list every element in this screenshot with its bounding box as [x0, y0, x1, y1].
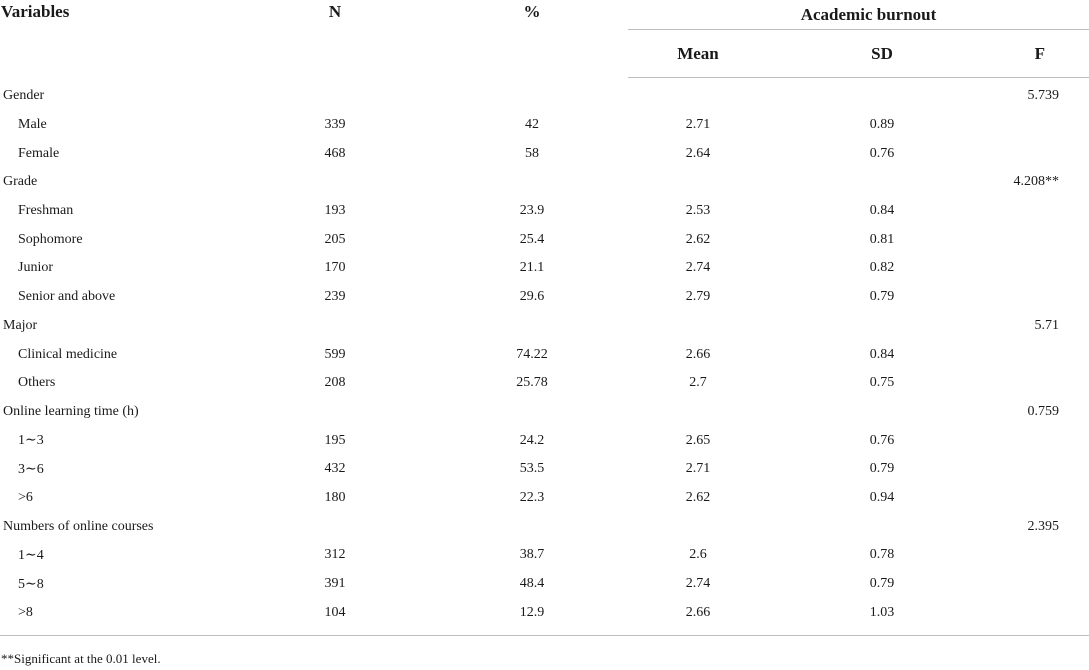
- n-cell: 104: [228, 598, 390, 635]
- header-percent: %: [523, 2, 541, 21]
- percent-cell: 38.7: [519, 547, 545, 563]
- f-cell: [970, 455, 1089, 484]
- table-row: [0, 369, 1089, 398]
- f-cell: [970, 139, 1089, 168]
- variable-cell: Senior and above: [18, 289, 116, 305]
- mean-cell: 2.62: [685, 231, 711, 247]
- sd-cell: 0.89: [869, 117, 895, 133]
- table-row: [0, 225, 1089, 254]
- percent-cell: 53.5: [519, 461, 545, 477]
- percent-cell: [390, 168, 628, 197]
- table-row: [0, 570, 1089, 599]
- variable-cell: 5∼8: [18, 576, 44, 592]
- f-cell: 2.395: [1027, 518, 1059, 534]
- variable-cell: Sophomore: [18, 231, 83, 247]
- percent-cell: 22.3: [519, 489, 545, 505]
- mean-cell: 2.7: [689, 375, 707, 391]
- table-row-group: [0, 312, 1089, 341]
- mean-cell: [628, 168, 748, 197]
- n-cell: 208: [324, 375, 346, 391]
- sd-cell: 0.79: [869, 461, 895, 477]
- percent-cell: 42: [525, 117, 539, 133]
- percent-cell: 58: [525, 145, 539, 161]
- table-row: [0, 340, 1089, 369]
- table-row: [0, 484, 1089, 513]
- percent-cell: 74.22: [516, 346, 548, 362]
- n-cell: 193: [324, 203, 346, 219]
- n-cell: 239: [324, 289, 346, 305]
- variable-cell: 3∼6: [18, 461, 44, 477]
- n-cell: 432: [324, 461, 346, 477]
- mean-cell: 2.71: [685, 461, 711, 477]
- f-cell: 4.208**: [1013, 174, 1059, 190]
- table-row: [0, 139, 1089, 168]
- variable-cell: Major: [3, 317, 38, 333]
- variable-cell: Male: [18, 117, 47, 133]
- f-cell: [970, 426, 1089, 455]
- f-cell: [970, 283, 1089, 312]
- table-row-group: [0, 78, 1089, 111]
- percent-cell: [390, 512, 628, 541]
- sd-cell: 0.84: [869, 203, 895, 219]
- f-cell: 0.759: [1027, 403, 1059, 419]
- f-cell: [970, 111, 1089, 140]
- sd-cell: 0.78: [869, 547, 895, 563]
- n-cell: 599: [324, 346, 346, 362]
- n-cell: [228, 78, 390, 111]
- mean-cell: 2.74: [685, 576, 711, 592]
- variable-cell: 1∼4: [18, 547, 44, 563]
- mean-cell: 2.79: [685, 289, 711, 305]
- n-cell: 468: [324, 145, 346, 161]
- mean-cell: 2.62: [685, 489, 711, 505]
- mean-cell: 2.53: [685, 203, 711, 219]
- sd-cell: 0.76: [869, 432, 895, 448]
- variable-cell: Gender: [3, 88, 45, 104]
- n-cell: 312: [324, 547, 346, 563]
- variable-cell: Online learning time (h): [3, 403, 139, 419]
- mean-cell: 2.6: [689, 547, 707, 563]
- table-row: [0, 111, 1089, 140]
- mean-cell: 2.66: [628, 598, 748, 635]
- f-cell: [970, 369, 1089, 398]
- variable-cell: >8: [0, 598, 228, 635]
- f-cell: [970, 484, 1089, 513]
- sd-cell: 0.81: [869, 231, 895, 247]
- f-cell: [970, 254, 1089, 283]
- table-row: [0, 598, 1089, 635]
- sd-cell: [748, 168, 970, 197]
- variable-cell: 1∼3: [18, 433, 44, 449]
- percent-cell: 21.1: [519, 260, 545, 276]
- table-body: [0, 78, 1089, 636]
- percent-cell: 25.4: [519, 231, 545, 247]
- percent-cell: 48.4: [519, 576, 545, 592]
- sd-cell: 0.94: [869, 489, 895, 505]
- table-row: [0, 254, 1089, 283]
- sd-cell: [748, 312, 970, 341]
- mean-cell: [628, 312, 748, 341]
- f-cell: [970, 340, 1089, 369]
- table-row-group: [0, 168, 1089, 197]
- sd-cell: 1.03: [748, 598, 970, 635]
- f-cell: [970, 598, 1089, 635]
- f-cell: [970, 225, 1089, 254]
- mean-cell: [628, 512, 748, 541]
- table-row: [0, 455, 1089, 484]
- n-cell: [228, 512, 390, 541]
- mean-cell: 2.64: [685, 145, 711, 161]
- sd-cell: [748, 398, 970, 427]
- mean-cell: 2.66: [685, 346, 711, 362]
- percent-cell: 29.6: [519, 289, 545, 305]
- variable-cell: >6: [18, 489, 33, 505]
- variable-cell: Others: [18, 375, 56, 391]
- variable-cell: Numbers of online courses: [3, 518, 154, 534]
- sd-cell: 0.82: [869, 260, 895, 276]
- mean-cell: 2.71: [685, 117, 711, 133]
- header-mean: Mean: [628, 30, 748, 78]
- percent-cell: 24.2: [519, 432, 545, 448]
- table-footnote: **Significant at the 0.01 level.: [1, 651, 161, 666]
- header-f: F: [970, 30, 1089, 78]
- n-cell: 339: [324, 117, 346, 133]
- n-cell: 180: [324, 489, 346, 505]
- percent-cell: [390, 78, 628, 111]
- f-cell: 5.739: [1027, 88, 1059, 104]
- n-cell: [228, 398, 390, 427]
- sd-cell: 0.84: [869, 346, 895, 362]
- f-cell: [970, 570, 1089, 599]
- mean-cell: 2.65: [685, 432, 711, 448]
- n-cell: 195: [324, 432, 346, 448]
- sd-cell: [748, 78, 970, 111]
- mean-cell: [628, 398, 748, 427]
- variable-cell: Freshman: [18, 203, 74, 219]
- table-header: [0, 0, 1089, 78]
- header-variables: Variables: [1, 2, 70, 21]
- percent-cell: [390, 312, 628, 341]
- header-academic-burnout: Academic burnout: [628, 0, 1089, 30]
- percent-cell: 12.9: [390, 598, 628, 635]
- mean-cell: [628, 78, 748, 111]
- f-cell: 5.71: [1034, 317, 1059, 333]
- variable-cell: Junior: [18, 260, 53, 276]
- header-n: N: [328, 2, 342, 21]
- sd-cell: 0.76: [869, 145, 895, 161]
- sd-cell: [748, 512, 970, 541]
- f-cell: [970, 197, 1089, 226]
- n-cell: 205: [324, 231, 346, 247]
- variable-cell: Female: [18, 145, 60, 161]
- percent-cell: 23.9: [519, 203, 545, 219]
- table-row: [0, 283, 1089, 312]
- table-row-group: [0, 398, 1089, 427]
- sd-cell: 0.79: [869, 289, 895, 305]
- mean-cell: 2.74: [685, 260, 711, 276]
- n-cell: [228, 168, 390, 197]
- percent-cell: [390, 398, 628, 427]
- n-cell: [228, 312, 390, 341]
- percent-cell: 25.78: [516, 375, 548, 391]
- variable-cell: Clinical medicine: [18, 346, 118, 362]
- table-row: [0, 197, 1089, 226]
- table-row: [0, 426, 1089, 455]
- n-cell: 391: [324, 576, 346, 592]
- table-row-group: [0, 512, 1089, 541]
- sd-cell: 0.75: [869, 375, 895, 391]
- table-row: [0, 541, 1089, 570]
- variable-cell: Grade: [3, 174, 38, 190]
- sd-cell: 0.79: [869, 576, 895, 592]
- n-cell: 170: [324, 260, 346, 276]
- f-cell: [970, 541, 1089, 570]
- header-sd: SD: [748, 30, 970, 78]
